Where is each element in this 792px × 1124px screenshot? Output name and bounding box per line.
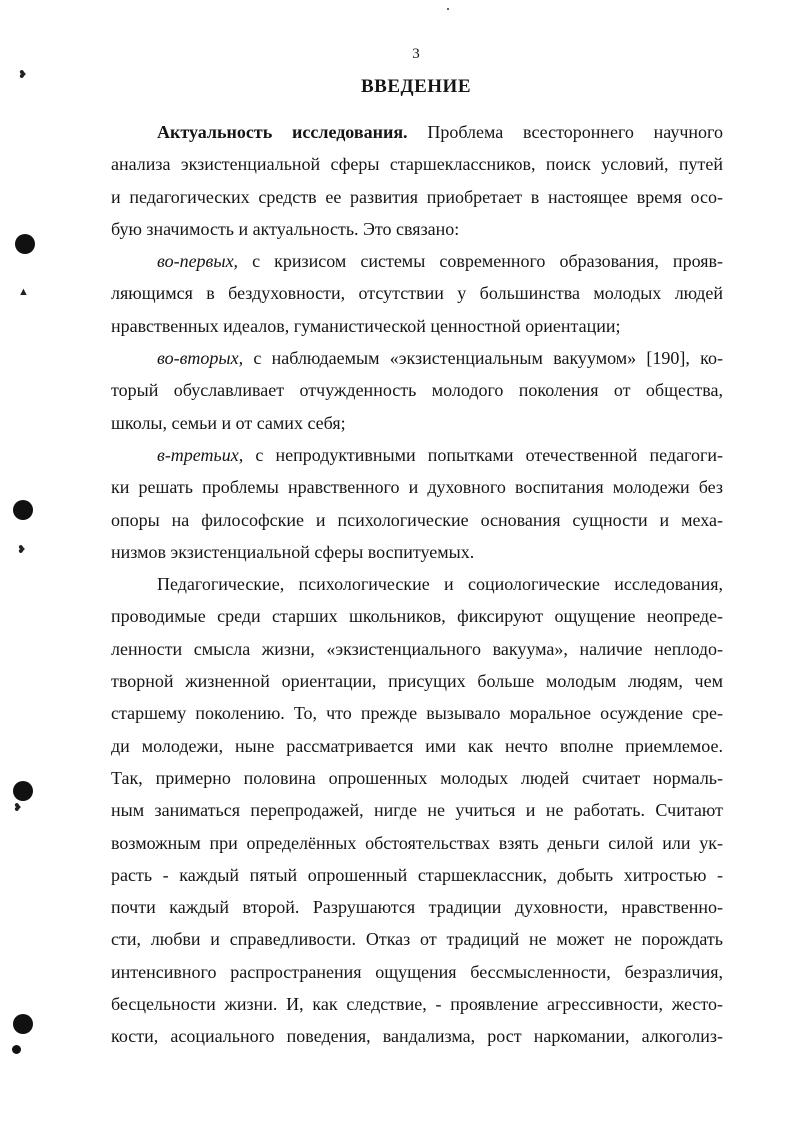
paragraph-1-line-2: анализа экзистенциальной сферы старшеклассников, поиск условий, путей [111,154,723,175]
text-run: с непродуктивными попытками отечественной педагоги- [255,444,723,465]
lead-bold-phrase: Актуальность исследования. [157,122,408,142]
paragraph-4-line-1 [111,439,723,471]
paragraph-5-line-3: ленности смысла жизни, «экзистенциального вакуума», наличие неплодо- [111,638,723,659]
paragraph-5-line-4: творной жизненной ориентации, присущих больше молодым людям, чем [111,671,723,692]
paragraph-4-line-4: низмов экзистенциальной сферы воспитуемых. [111,541,475,562]
paragraph-2-line-2: ляющимся в бездуховности, отсутствии у большинства молодых людей [111,283,723,304]
paragraph-5-line-8: ным заниматься перепродажей, нигде не учиться и не работать. Считают [111,800,723,821]
paragraph-3-line-3: школы, семьи и от самих себя; [111,412,346,433]
paragraph-2-line-1 [111,245,723,277]
margin-mark-4: ❥ [13,802,23,814]
paragraph-5-line-9: возможным при определённых обстоятельствах взять деньги силой или ук- [111,832,723,853]
binder-hole-2 [13,500,33,520]
margin-mark-2: ▲ [18,286,29,298]
paragraph-5-line-6: ди молодежи, ныне рассматривается ими как нечто вполне приемлемое. [111,735,723,756]
paragraph-5-line-10: расть - каждый пятый опрошенный старшеклассник, добыть хитростью - [111,864,723,885]
paragraph-4-line-3: опоры на философские и психологические основания сущности и меха- [111,509,723,530]
paragraph-5-line-1: Педагогические, психологические и социологические исследования, [157,574,723,595]
paragraph-5-line-11: почти каждый второй. Разрушаются традиции духовности, нравственно- [111,897,723,918]
paragraph-5-line-13: интенсивного распространения ощущения бессмысленности, безразличия, [111,961,723,982]
paragraph-3-line-2: торый обуславливает отчужденность молодого поколения от общества, [111,380,723,401]
scan-speck-top [447,8,449,10]
paragraph-2-line-3: нравственных идеалов, гуманистической ценностной ориентации; [111,315,621,336]
paragraph-5-line-12: сти, любви и справедливости. Отказ от традиций не может не порождать [111,929,723,950]
binder-hole-3 [13,781,33,801]
paragraph-1-line-3: и педагогических средств ее развития приобретает в настоящее время осо- [111,186,723,207]
lead-italic-phrase: в-третьих, [157,444,244,465]
text-run: с наблюдаемым «экзистенциальным вакуумом» [190], ко- [253,348,724,369]
body-text [111,116,723,1053]
binder-hole-5 [12,1045,21,1054]
paragraph-4-line-2: ки решать проблемы нравственного и духовного воспитания молодежи без [111,477,723,498]
binder-hole-4 [13,1014,33,1034]
paragraph-5-line-5: старшему поколению. То, что прежде вызывало моральное осуждение сре- [111,703,723,724]
paragraph-5-line-15: кости, асоциального поведения, вандализма, рост наркомании, алкоголиз- [111,1026,723,1047]
margin-mark-1: ❥ [18,69,28,81]
paragraph-5-line-14: бесцельности жизни. И, как следствие, - проявление агрессивности, жесто- [111,994,723,1015]
text-run: Проблема всестороннего научного [427,122,723,142]
paragraph-5-line-2: проводимые среди старших школьников, фиксируют ощущение неопреде- [111,606,723,627]
page-title: ВВЕДЕНИЕ [361,76,471,97]
margin-mark-3: ❥ [17,544,27,556]
text-run: с кризисом системы современного образования, прояв- [252,251,723,272]
paragraph-1-line-4: бую значимость и актуальность. Это связано: [111,218,460,239]
paragraph-1-line-1 [111,116,723,148]
paragraph-3-line-1 [111,342,723,374]
paragraph-5-line-7: Так, примерно половина опрошенных молодых людей считает нормаль- [111,767,723,788]
lead-italic-phrase: во-первых, [157,251,239,272]
binder-hole-1 [15,234,35,254]
lead-italic-phrase: во-вторых, [157,348,244,369]
page-number: 3 [412,46,420,62]
